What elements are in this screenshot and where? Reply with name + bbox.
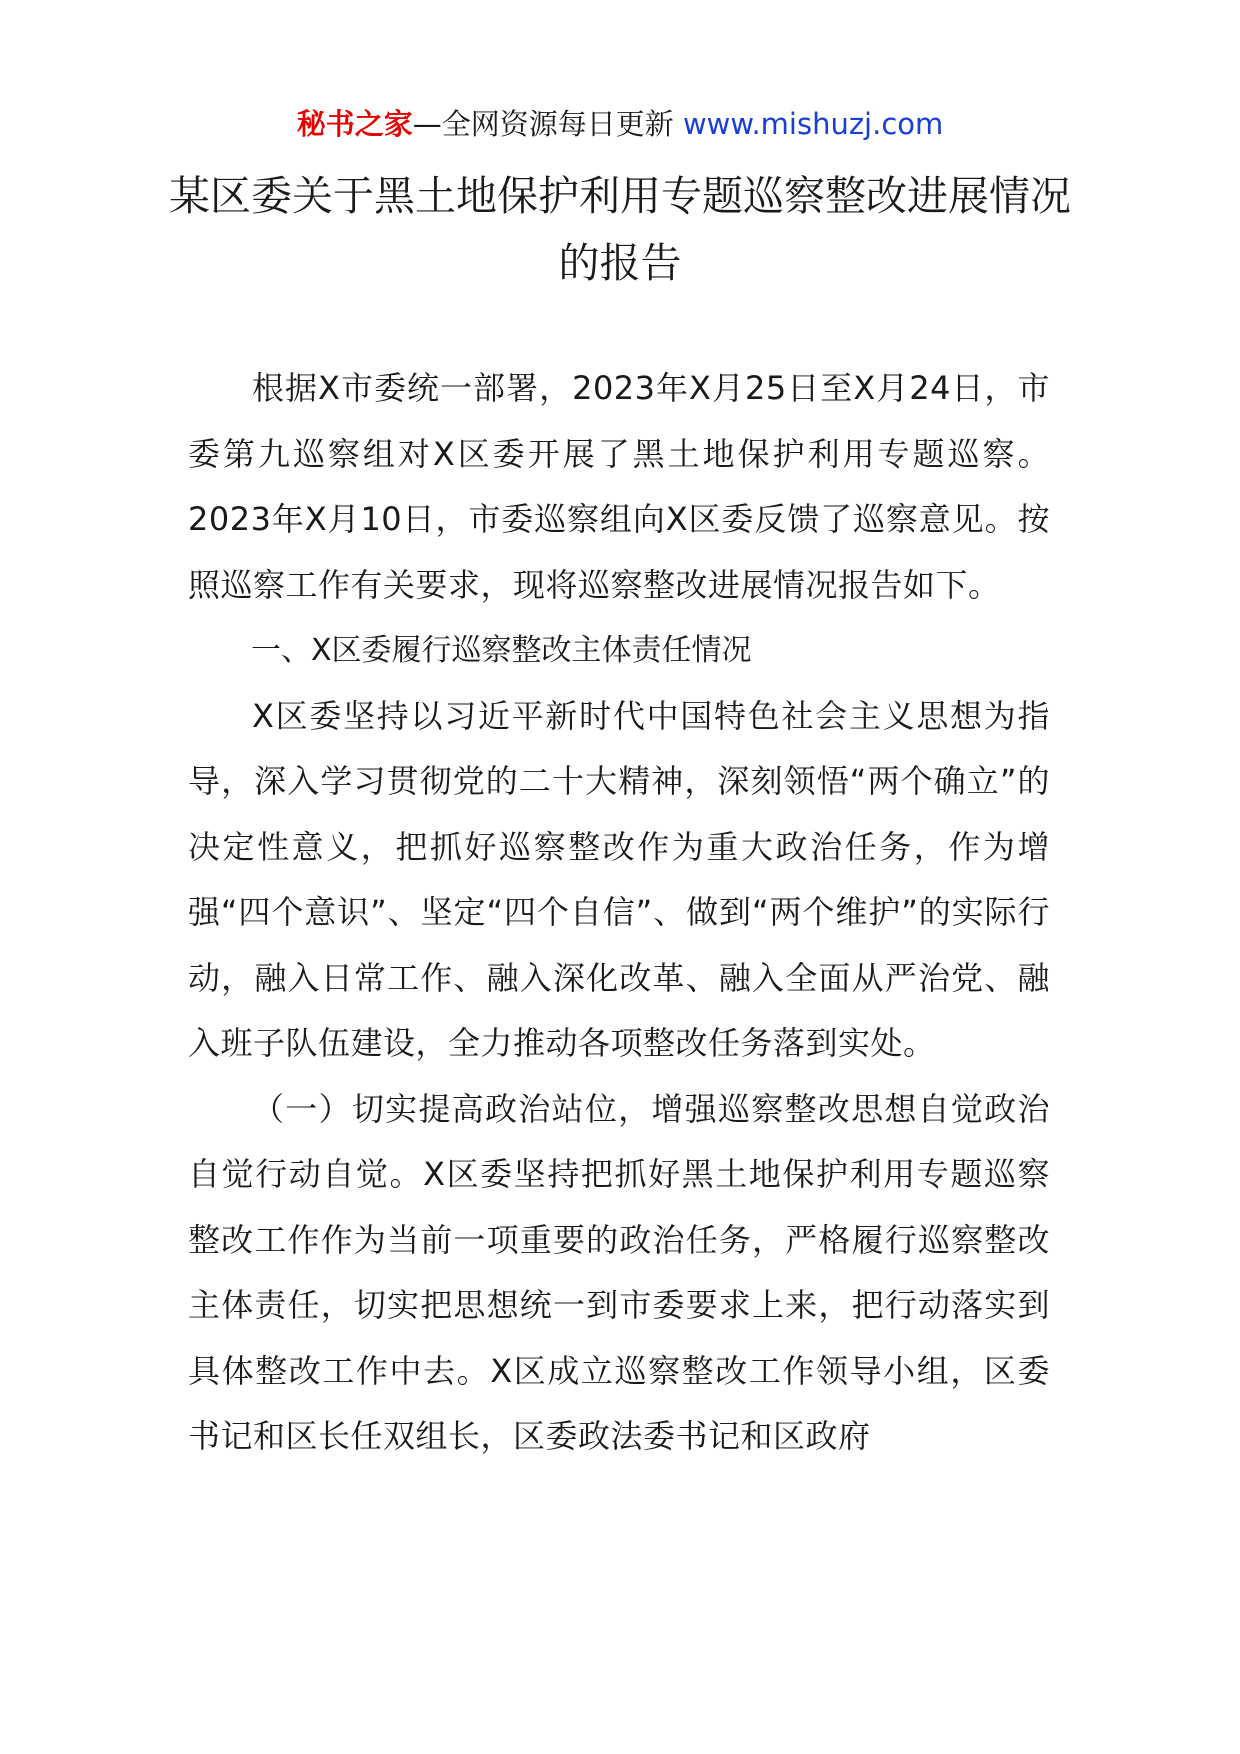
document-title: 某区委关于黑土地保护利用专题巡察整改进展情况的报告 — [169, 172, 1071, 287]
site-header — [0, 104, 1240, 144]
document-body — [188, 356, 1050, 1470]
site-url-link[interactable]: www.mishuzj.com — [682, 107, 944, 141]
section-heading-1: 一、X区委履行巡察整改主体责任情况 — [251, 633, 752, 668]
site-brand: 秘书之家 — [296, 107, 413, 141]
site-tagline: —全网资源每日更新 — [412, 107, 674, 141]
subsection-1-paragraph: （一）切实提高政治站位，增强巡察整改思想自觉政治自觉行动自觉。X区委坚持把抓好黑土地保护利用专题巡察整改工作作为当前一项重要的政治任务，严格履行巡察整改主体责任，切实把思想统一到市委要求上来，把行动落实到具体整改工作中去。X区成立巡察整改工作领导小组，区委书记和区长任双组长，区委政法委书记和区政府 — [188, 1089, 1050, 1455]
intro-paragraph: 根据X市委统一部署，2023年X月25日至X月24日，市委第九巡察组对X区委开展了黑土地保护利用专题巡察。2023年X月10日，市委巡察组向X区委反馈了巡察意见。按照巡察工作有关要求，现将巡察整改进展情况报告如下。 — [188, 369, 1050, 604]
section-1-paragraph: X区委坚持以习近平新时代中国特色社会主义思想为指导，深入学习贯彻党的二十大精神，深刻领悟“两个确立”的决定性意义，把抓好巡察整改作为重大政治任务，作为增强“四个意识”、坚定“四个自信”、做到“两个维护”的实际行动，融入日常工作、融入深化改革、融入全面从严治党、融入班子队伍建设，全力推动各项整改任务落到实处。 — [188, 696, 1050, 1062]
